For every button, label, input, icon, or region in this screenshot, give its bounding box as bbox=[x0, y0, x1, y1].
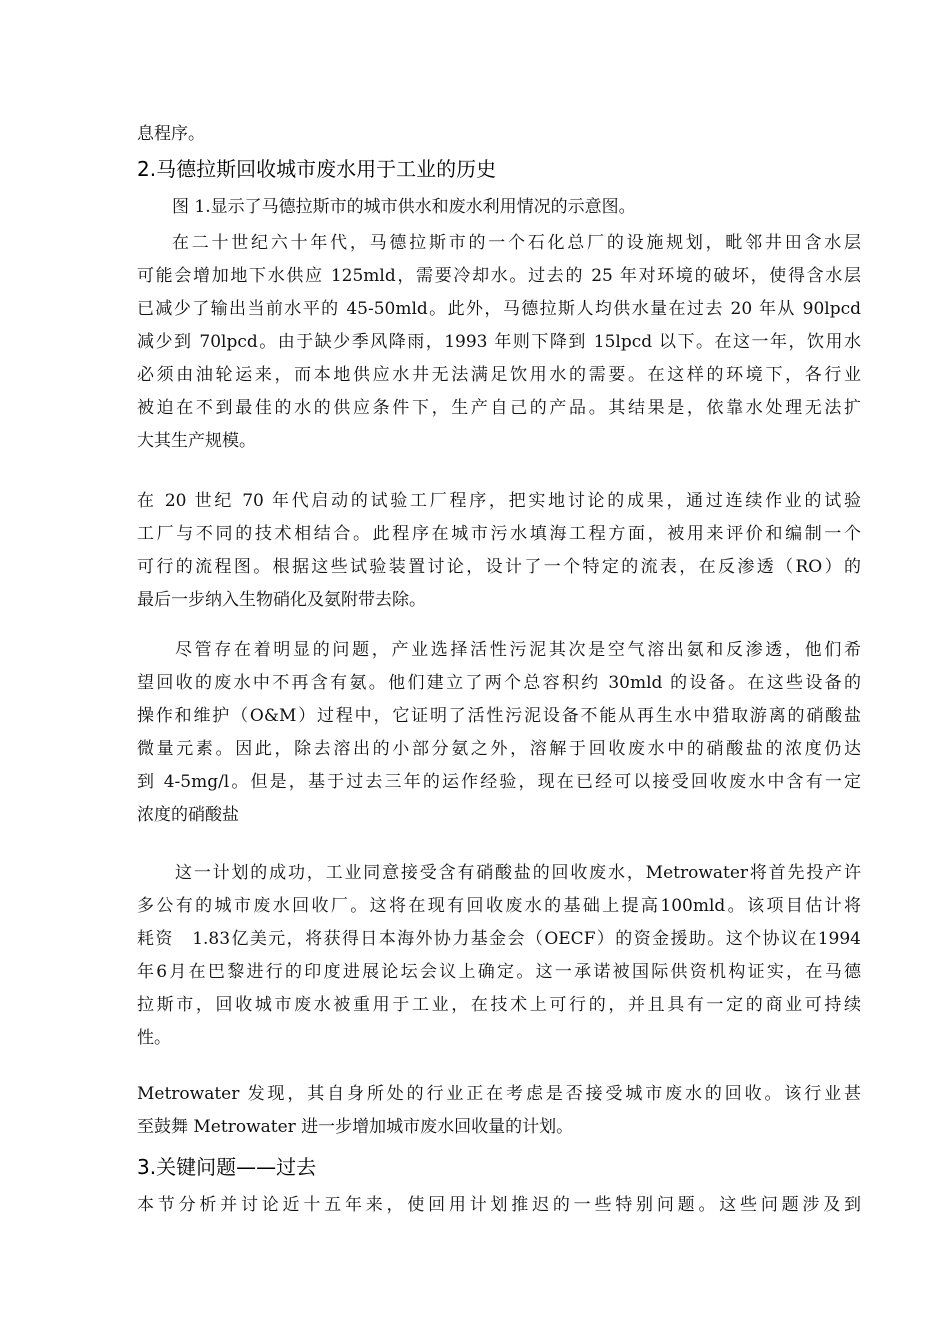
text-line: 拉斯市，回收城市废水被重用于工业，在技术上可行的，并且具有一定的商业可持续 bbox=[137, 995, 861, 1015]
paragraph-figure-reference bbox=[137, 191, 861, 224]
text-line: 望回收的废水中不再含有氨。他们建立了两个总容积约 30mld 的设备。在这些设备的 bbox=[137, 673, 861, 693]
paragraph-1960s-history bbox=[137, 227, 861, 458]
paragraph-nitrate-problems bbox=[137, 634, 861, 832]
text-line: Metrowater 发现，其自身所处的行业正在考虑是否接受城市废水的回收。该行业甚 bbox=[137, 1084, 861, 1104]
text-line: 本节分析并讨论近十五年来，使回用计划推迟的一些特别问题。这些问题涉及到 bbox=[137, 1195, 861, 1215]
text-line: 已减少了输出当前水平的 45-50mld。此外，马德拉斯人均供水量在过去 20 年从 90lpcd bbox=[137, 299, 861, 319]
text-line: 可能会增加地下水供应 125mld，需要冷却水。过去的 25 年对环境的破坏，使得含水层 bbox=[137, 266, 861, 286]
text-line: 到 4-5mg/l。但是，基于过去三年的运作经验，现在已经可以接受回收废水中含有一定 bbox=[137, 772, 861, 792]
paragraph-section-3-intro bbox=[137, 1189, 861, 1222]
text-line: 微量元素。因此，除去溶出的小部分氨之外，溶解于回收废水中的硝酸盐的浓度仍达 bbox=[137, 739, 861, 759]
text-line: 这一计划的成功，工业同意接受含有硝酸盐的回收废水，Metrowater将首先投产许 bbox=[175, 863, 861, 883]
text-line: 耗资 1.83亿美元，将获得日本海外协力基金会（OECF）的资金援助。这个协议在1994 bbox=[137, 929, 861, 949]
text-line: 图 1.显示了马德拉斯市的城市供水和废水利用情况的示意图。 bbox=[172, 197, 636, 217]
text-line: 浓度的硝酸盐 bbox=[137, 805, 239, 825]
text-line: 操作和维护（O&M）过程中，它证明了活性污泥设备不能从再生水中猎取游离的硝酸盐 bbox=[137, 706, 861, 726]
text-line: 在二十世纪六十年代，马德拉斯市的一个石化总厂的设施规划，毗邻井田含水层 bbox=[172, 233, 861, 253]
paragraph-1970s-pilot-program bbox=[137, 485, 861, 617]
section-2-heading: 2.马德拉斯回收城市废水用于工业的历史 bbox=[137, 157, 497, 181]
section-3-heading: 3.关键问题——过去 bbox=[137, 1155, 317, 1179]
paragraph-project-success bbox=[137, 857, 861, 1055]
text-line: 工厂与不同的技术相结合。此程序在城市污水填海工程方面，被用来评价和编制一个 bbox=[137, 524, 861, 544]
text-line: 年6月在巴黎进行的印度进展论坛会议上确定。这一承诺被国际供资机构证实，在马德 bbox=[137, 962, 861, 982]
text-line: 可行的流程图。根据这些试验装置讨论，设计了一个特定的流表，在反渗透（RO）的 bbox=[137, 557, 861, 577]
text-line: 最后一步纳入生物硝化及氨附带去除。 bbox=[137, 590, 426, 610]
text-line: 息程序。 bbox=[137, 124, 205, 144]
paragraph-metrowater bbox=[137, 1078, 861, 1144]
text-line: 至鼓舞 Metrowater 进一步增加城市废水回收量的计划。 bbox=[137, 1117, 574, 1137]
text-line: 被迫在不到最佳的水的供应条件下，生产自己的产品。其结果是，依靠水处理无法扩 bbox=[137, 398, 861, 418]
text-line: 在 20 世纪 70 年代启动的试验工厂程序，把实地讨论的成果，通过连续作业的试验 bbox=[137, 491, 861, 511]
text-line: 必须由油轮运来，而本地供应水井无法满足饮用水的需要。在这样的环境下，各行业 bbox=[137, 365, 861, 385]
text-line: 减少到 70lpcd。由于缺少季风降雨，1993 年则下降到 15lpcd 以下。在这一年，饮用水 bbox=[137, 332, 861, 352]
continuation-paragraph bbox=[137, 118, 861, 151]
text-line: 尽管存在着明显的问题，产业选择活性污泥其次是空气溶出氨和反渗透，他们希 bbox=[175, 640, 861, 660]
text-line: 多公有的城市废水回收厂。这将在现有回收废水的基础上提高100mld。该项目估计将 bbox=[137, 896, 861, 916]
text-line: 性。 bbox=[137, 1028, 171, 1048]
text-line: 大其生产规模。 bbox=[137, 431, 256, 451]
